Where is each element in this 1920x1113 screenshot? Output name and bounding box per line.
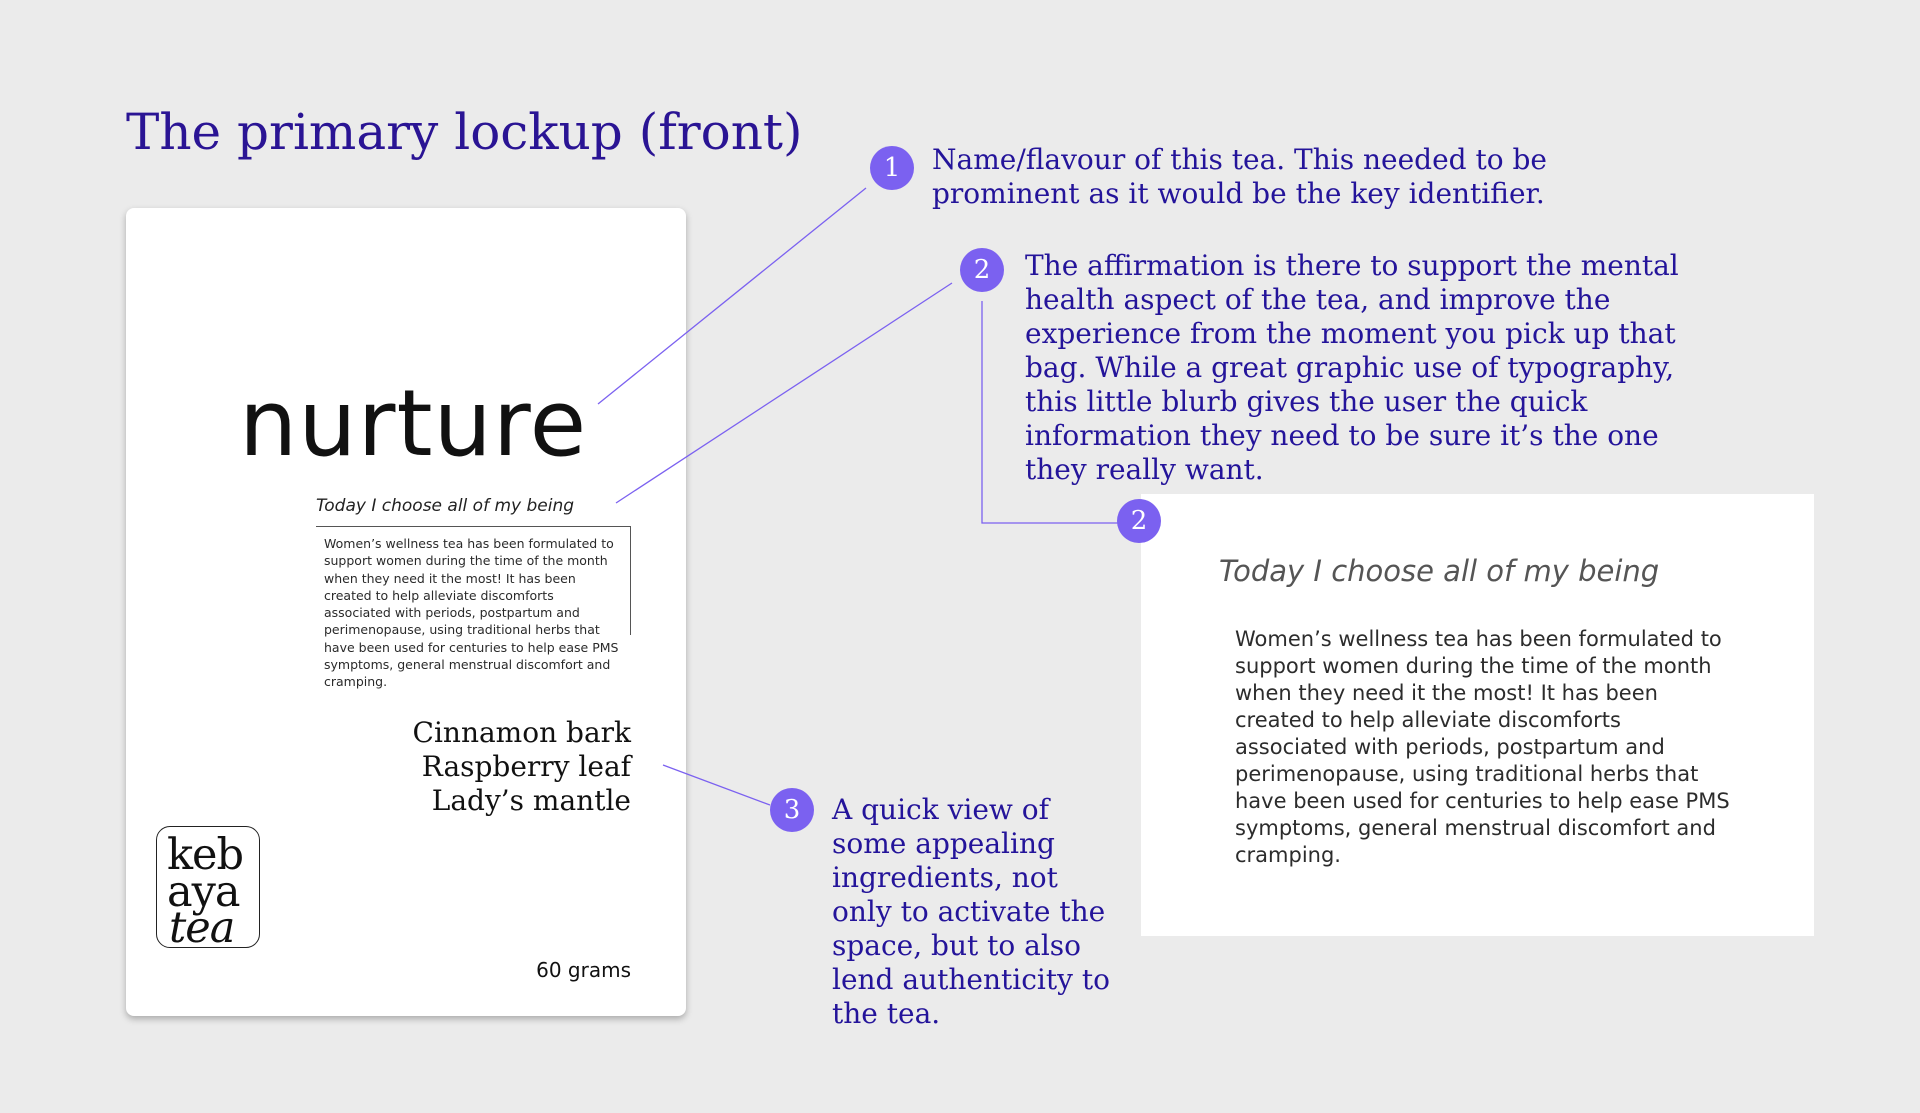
affirmation-detail-panel bbox=[1141, 494, 1814, 936]
logo-line: tea bbox=[169, 903, 235, 953]
kebaya-tea-logo bbox=[156, 826, 260, 953]
logo-line: aya bbox=[167, 867, 240, 917]
marker-1: 1 bbox=[870, 146, 914, 190]
product-blurb: Women’s wellness tea has been formulated to support women during the time of the month when they need it the most! It has been created to help alleviate discomforts associated with periods, postpartum and perimenopause, using traditional herbs that have been used for centuries to help ease PMS symptoms, general menstrual discomfort and cramping. bbox=[324, 536, 619, 690]
affirmation-text: Today I choose all of my being bbox=[316, 496, 575, 516]
detail-blurb: Women’s wellness tea has been formulated to support women during the time of the month when they need it the most! It has been created to help alleviate discomforts associated with periods, postpartum and perimenopause, using traditional herbs that have been used for centuries to help ease PMS symptoms, general menstrual discomfort and cramping. bbox=[1235, 627, 1730, 867]
ingredient-item: Cinnamon bark bbox=[412, 716, 631, 749]
flavour-name: nurture bbox=[239, 370, 588, 477]
page-title: The primary lockup (front) bbox=[126, 103, 803, 161]
marker-2: 2 bbox=[960, 248, 1004, 292]
ingredient-item: Raspberry leaf bbox=[421, 750, 631, 783]
ingredients-list bbox=[346, 716, 631, 818]
net-weight: 60 grams bbox=[536, 958, 631, 982]
marker-2-detail: 2 bbox=[1117, 499, 1161, 543]
annotation-2-text: The affirmation is there to support the mental health aspect of the tea, and improve the experience from the moment you pick up that bag. While a great graphic use of typography, this little blurb gives the user the quick information they need to be sure it’s the one they really want. bbox=[1025, 249, 1679, 486]
ingredient-item: Lady’s mantle bbox=[431, 784, 631, 817]
marker-3: 3 bbox=[770, 788, 814, 832]
tea-package-front bbox=[126, 208, 686, 1016]
annotation-3-text: A quick view of some appealing ingredients, not only to activate the space, but to also lend authenticity to the tea. bbox=[832, 793, 1110, 1030]
annotation-1-text: Name/flavour of this tea. This needed to be prominent as it would be the key identifier. bbox=[932, 143, 1547, 210]
detail-affirmation-text: Today I choose all of my being bbox=[1219, 554, 1660, 588]
logo-line: keb bbox=[167, 830, 244, 880]
